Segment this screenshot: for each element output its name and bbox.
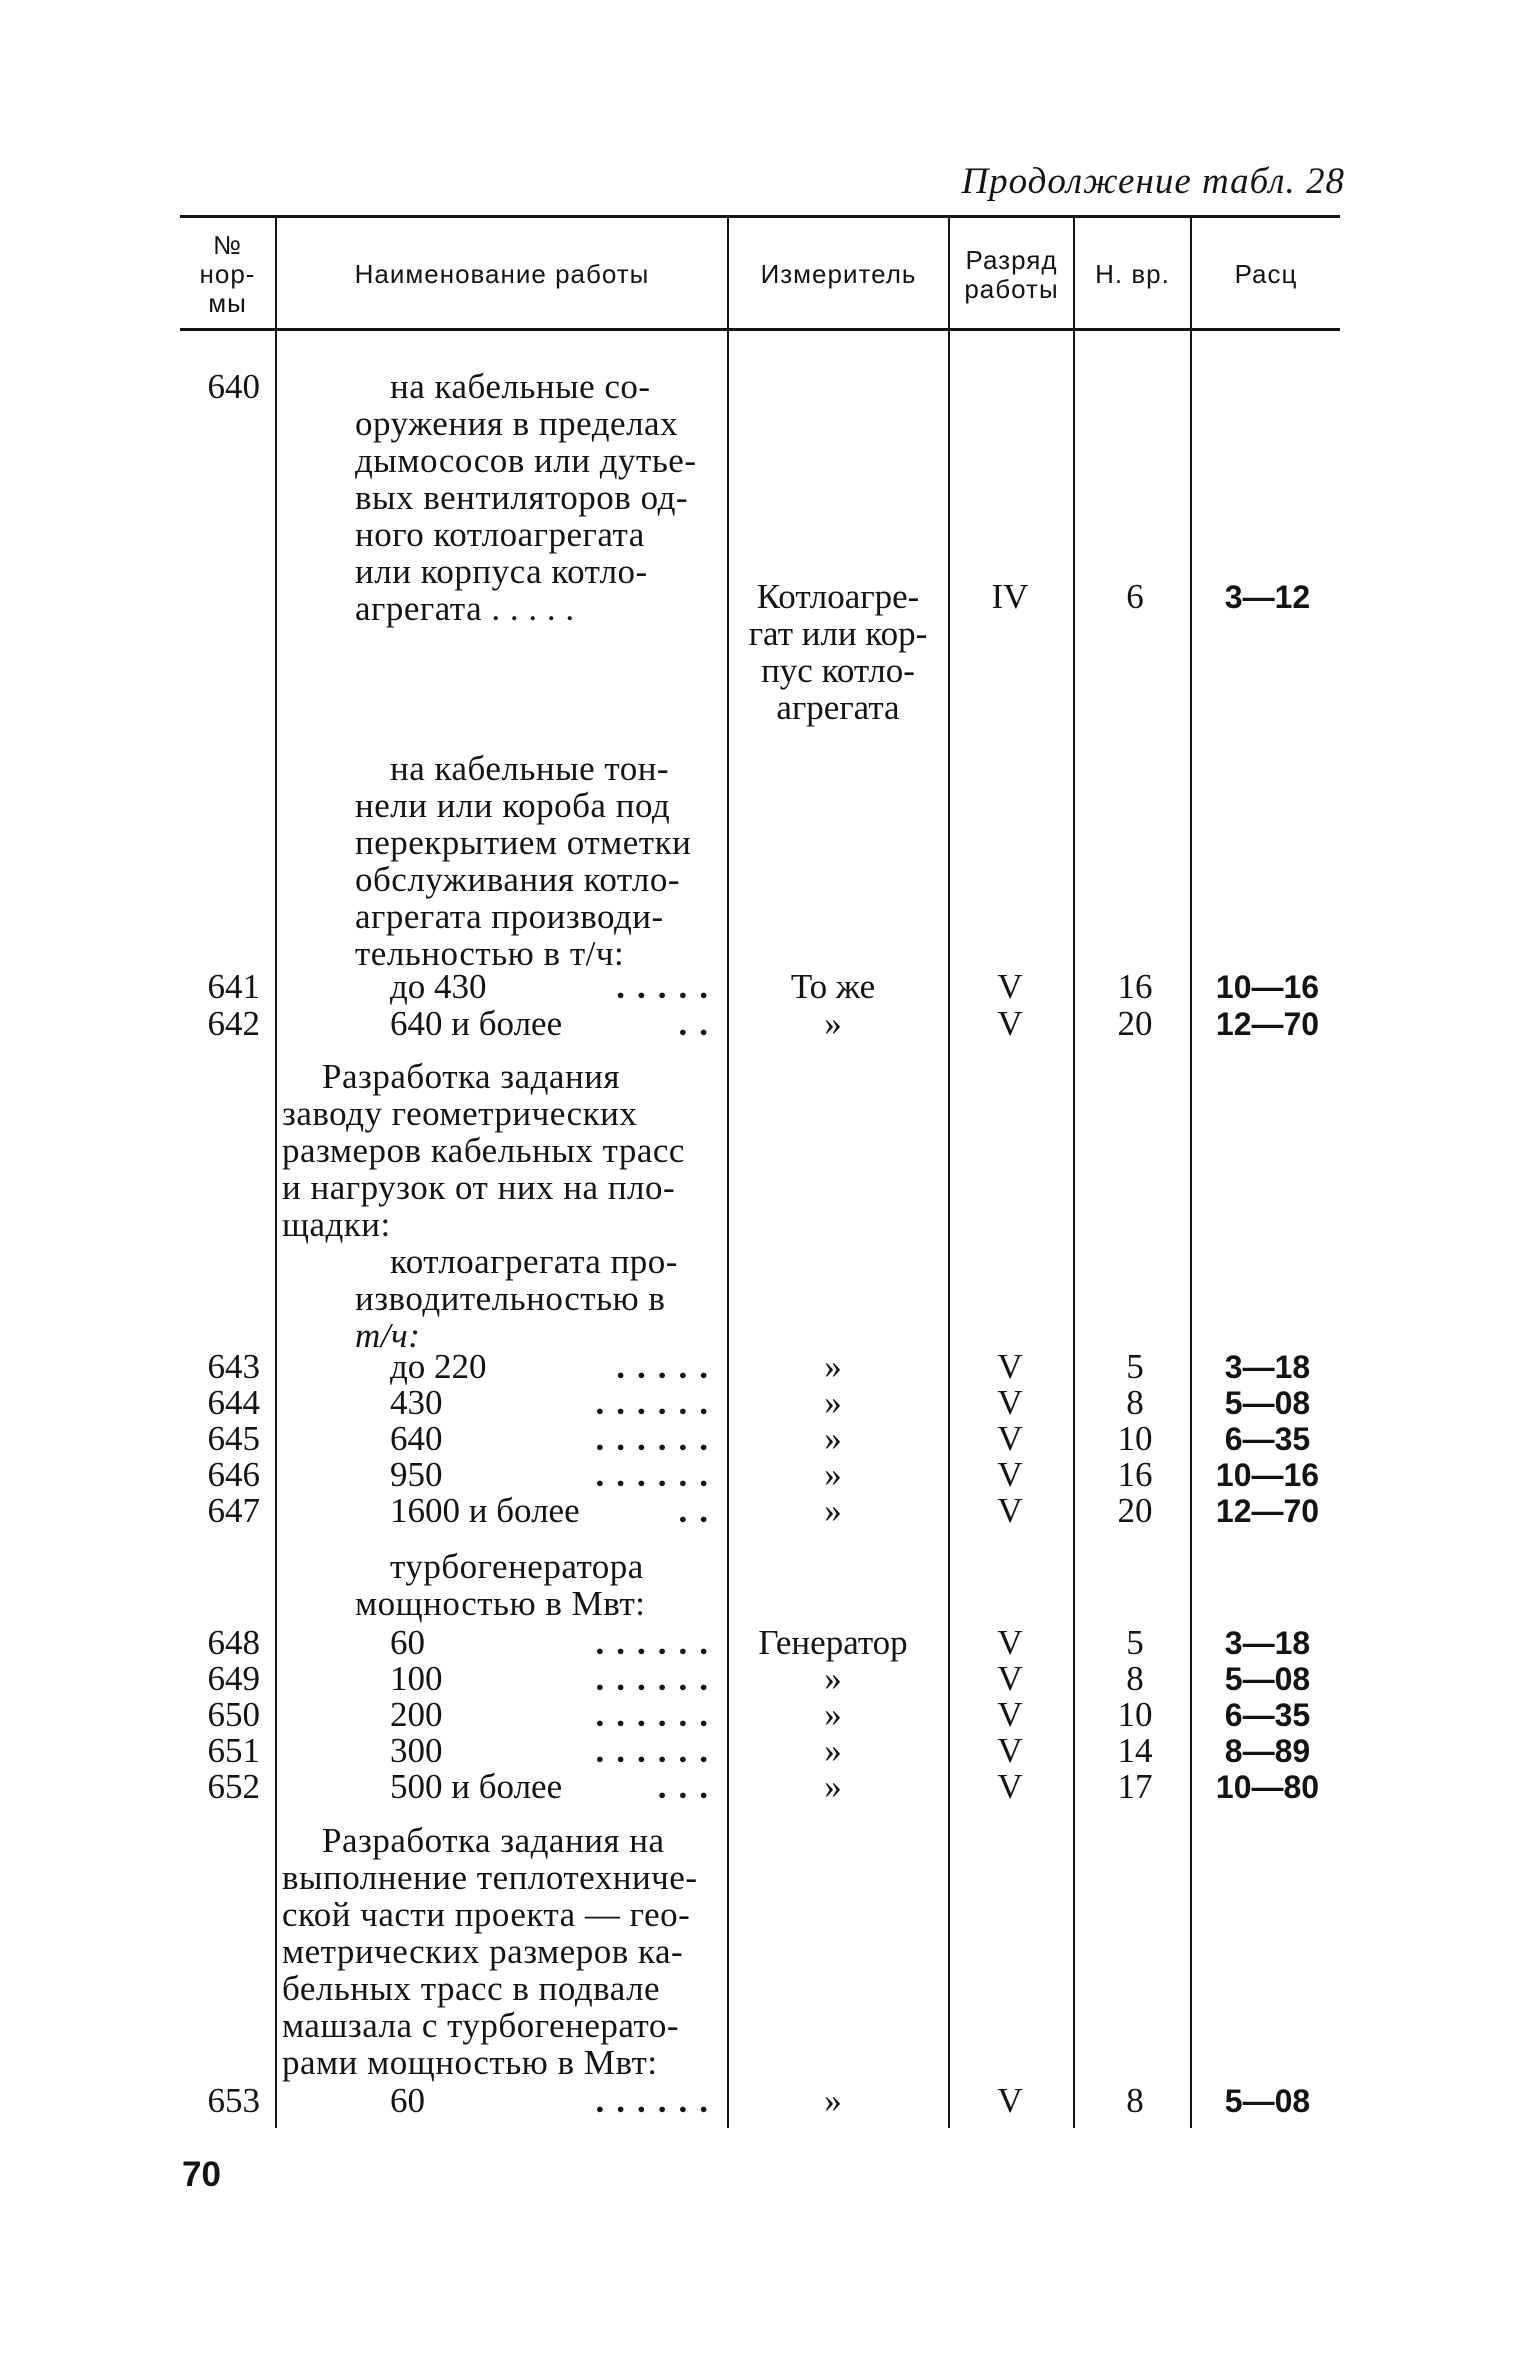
rate-cell: 5—08 [1224,2083,1311,2119]
leader-dots: ...... [595,1695,720,1734]
rate-cell: 12—70 [1215,1493,1320,1529]
unit-cell: То же [790,967,876,1006]
header-grade: Разряд работы [964,244,1059,304]
hours-cell: 8 [1126,1383,1144,1422]
hours-cell: 10 [1117,1695,1153,1734]
rate-cell: 10—80 [1215,1769,1320,1805]
norm-number: 649 [207,1659,260,1698]
norm-number: 641 [207,967,260,1006]
work-description: на кабельные со- оружения в пределах дымососов или дутье- вых вентиляторов од- ного котлоагрегата или корпуса котло- агрегата . . . . . [355,367,697,628]
work-item: до 430 [390,967,487,1006]
norm-number: 643 [207,1347,260,1386]
hours-cell: 20 [1117,1004,1153,1043]
header-rate: Расц [1234,259,1298,289]
hours-cell: 8 [1126,2081,1144,2120]
norm-number: 644 [207,1383,260,1422]
rate-cell: 5—08 [1224,1385,1311,1421]
grade-cell: V [997,1767,1023,1806]
norm-number: 645 [207,1419,260,1458]
rate-cell: 3—18 [1224,1349,1311,1385]
hours-cell: 5 [1126,1623,1144,1662]
work-description: Разработка задания заводу геометрических размеров кабельных трасс и нагрузок от них на пло- щадки: [282,1057,685,1244]
hours-cell: 10 [1117,1419,1153,1458]
column-divider [1073,218,1075,2128]
leader-dots: ...... [595,1383,720,1422]
norm-number: 653 [207,2081,260,2120]
work-item: 430 [390,1383,443,1422]
rate-cell: 6—35 [1224,1421,1311,1457]
leader-dots: ...... [595,1419,720,1458]
column-divider [1190,218,1192,2128]
rate-cell: 10—16 [1215,969,1320,1005]
unit-cell: » [824,1455,842,1494]
work-item: 500 и более [390,1767,563,1806]
hours-cell: 16 [1117,1455,1153,1494]
unit-cell: Генератор [758,1623,908,1662]
leader-dots: ...... [595,1623,720,1662]
unit-cell: » [824,1004,842,1043]
grade-cell: V [997,1491,1023,1530]
leader-dots: ... [657,1767,720,1806]
leader-dots: ..... [616,967,720,1006]
column-divider [948,218,950,2128]
column-divider [275,218,277,2128]
work-item: 60 [390,1623,425,1662]
grade-cell: V [997,1347,1023,1386]
table-top-rule [180,215,1340,218]
unit-cell: » [824,1419,842,1458]
hours-cell: 16 [1117,967,1153,1006]
unit-cell: » [824,1347,842,1386]
norm-number: 652 [207,1767,260,1806]
work-item: 60 [390,2081,425,2120]
norm-number: 640 [207,367,260,406]
hours-cell: 20 [1117,1491,1153,1530]
grade-cell: IV [991,577,1029,616]
header-unit: Измеритель [760,259,917,289]
work-item: 1600 и более [390,1491,580,1530]
grade-cell: V [997,1455,1023,1494]
leader-dots: ...... [595,2081,720,2120]
hours-cell: 8 [1126,1659,1144,1698]
work-item: до 220 [390,1347,487,1386]
unit-cell: » [824,1659,842,1698]
norm-number: 647 [207,1491,260,1530]
work-item: 640 [390,1419,443,1458]
unit-cell: » [824,1491,842,1530]
header-work-name: Наименование работы [354,259,650,289]
work-description: Разработка задания на выполнение теплотехниче- ской части проекта — гео- метрических размеров ка- бельных трасс в подвале машзала с турбогенерато- рами мощностью в Мвт: [282,1821,698,2082]
norm-number: 648 [207,1623,260,1662]
leader-dots: ...... [595,1659,720,1698]
norm-number: 646 [207,1455,260,1494]
rate-cell: 12—70 [1215,1006,1320,1042]
grade-cell: V [997,1659,1023,1698]
leader-dots: ...... [595,1455,720,1494]
hours-cell: 5 [1126,1347,1144,1386]
unit-cell: » [824,1695,842,1734]
hours-cell: 14 [1117,1731,1153,1770]
rate-cell: 5—08 [1224,1661,1311,1697]
hours-cell: 17 [1117,1767,1153,1806]
grade-cell: V [997,1419,1023,1458]
page-number: 70 [182,2155,221,2194]
unit-cell: » [824,1383,842,1422]
work-description: на кабельные тон- нели или короба под перекрытием отметки обслуживания котло- агрегата производи- тельностью в т/ч: [355,749,692,973]
work-item: 950 [390,1455,443,1494]
rate-cell: 3—18 [1224,1625,1311,1661]
unit-cell: » [824,1767,842,1806]
work-description: турбогенератора мощностью в Мвт: [355,1547,646,1623]
table-continuation-caption: Продолжение табл. 28 [961,161,1345,202]
leader-dots: ..... [616,1347,720,1386]
norm-number: 650 [207,1695,260,1734]
grade-cell: V [997,967,1023,1006]
rate-cell: 8—89 [1224,1733,1311,1769]
norm-number: 642 [207,1004,260,1043]
leader-dots: .. [678,1004,720,1043]
grade-cell: V [997,2081,1023,2120]
hours-cell: 6 [1126,577,1144,616]
leader-dots: .. [678,1491,720,1530]
grade-cell: V [997,1004,1023,1043]
rate-cell: 10—16 [1215,1457,1320,1493]
header-norm-number: № нор- мы [199,230,256,318]
unit-cell: Котлоагре- гат или кор- пус котло- агрегата [748,577,928,727]
work-item: 200 [390,1695,443,1734]
unit-cell: » [824,2081,842,2120]
column-divider [727,218,729,2128]
work-item: 100 [390,1659,443,1698]
header-bottom-rule [180,328,1340,331]
grade-cell: V [997,1623,1023,1662]
grade-cell: V [997,1383,1023,1422]
grade-cell: V [997,1695,1023,1734]
grade-cell: V [997,1731,1023,1770]
work-description: котлоагрегата про- изводительностью в т/ч: [355,1242,678,1355]
header-hours: Н. вр. [1095,259,1170,289]
rate-cell: 3—12 [1224,579,1311,615]
leader-dots: ...... [595,1731,720,1770]
norm-number: 651 [207,1731,260,1770]
rate-cell: 6—35 [1224,1697,1311,1733]
unit-cell: » [824,1731,842,1770]
work-item: 300 [390,1731,443,1770]
work-item: 640 и более [390,1004,563,1043]
